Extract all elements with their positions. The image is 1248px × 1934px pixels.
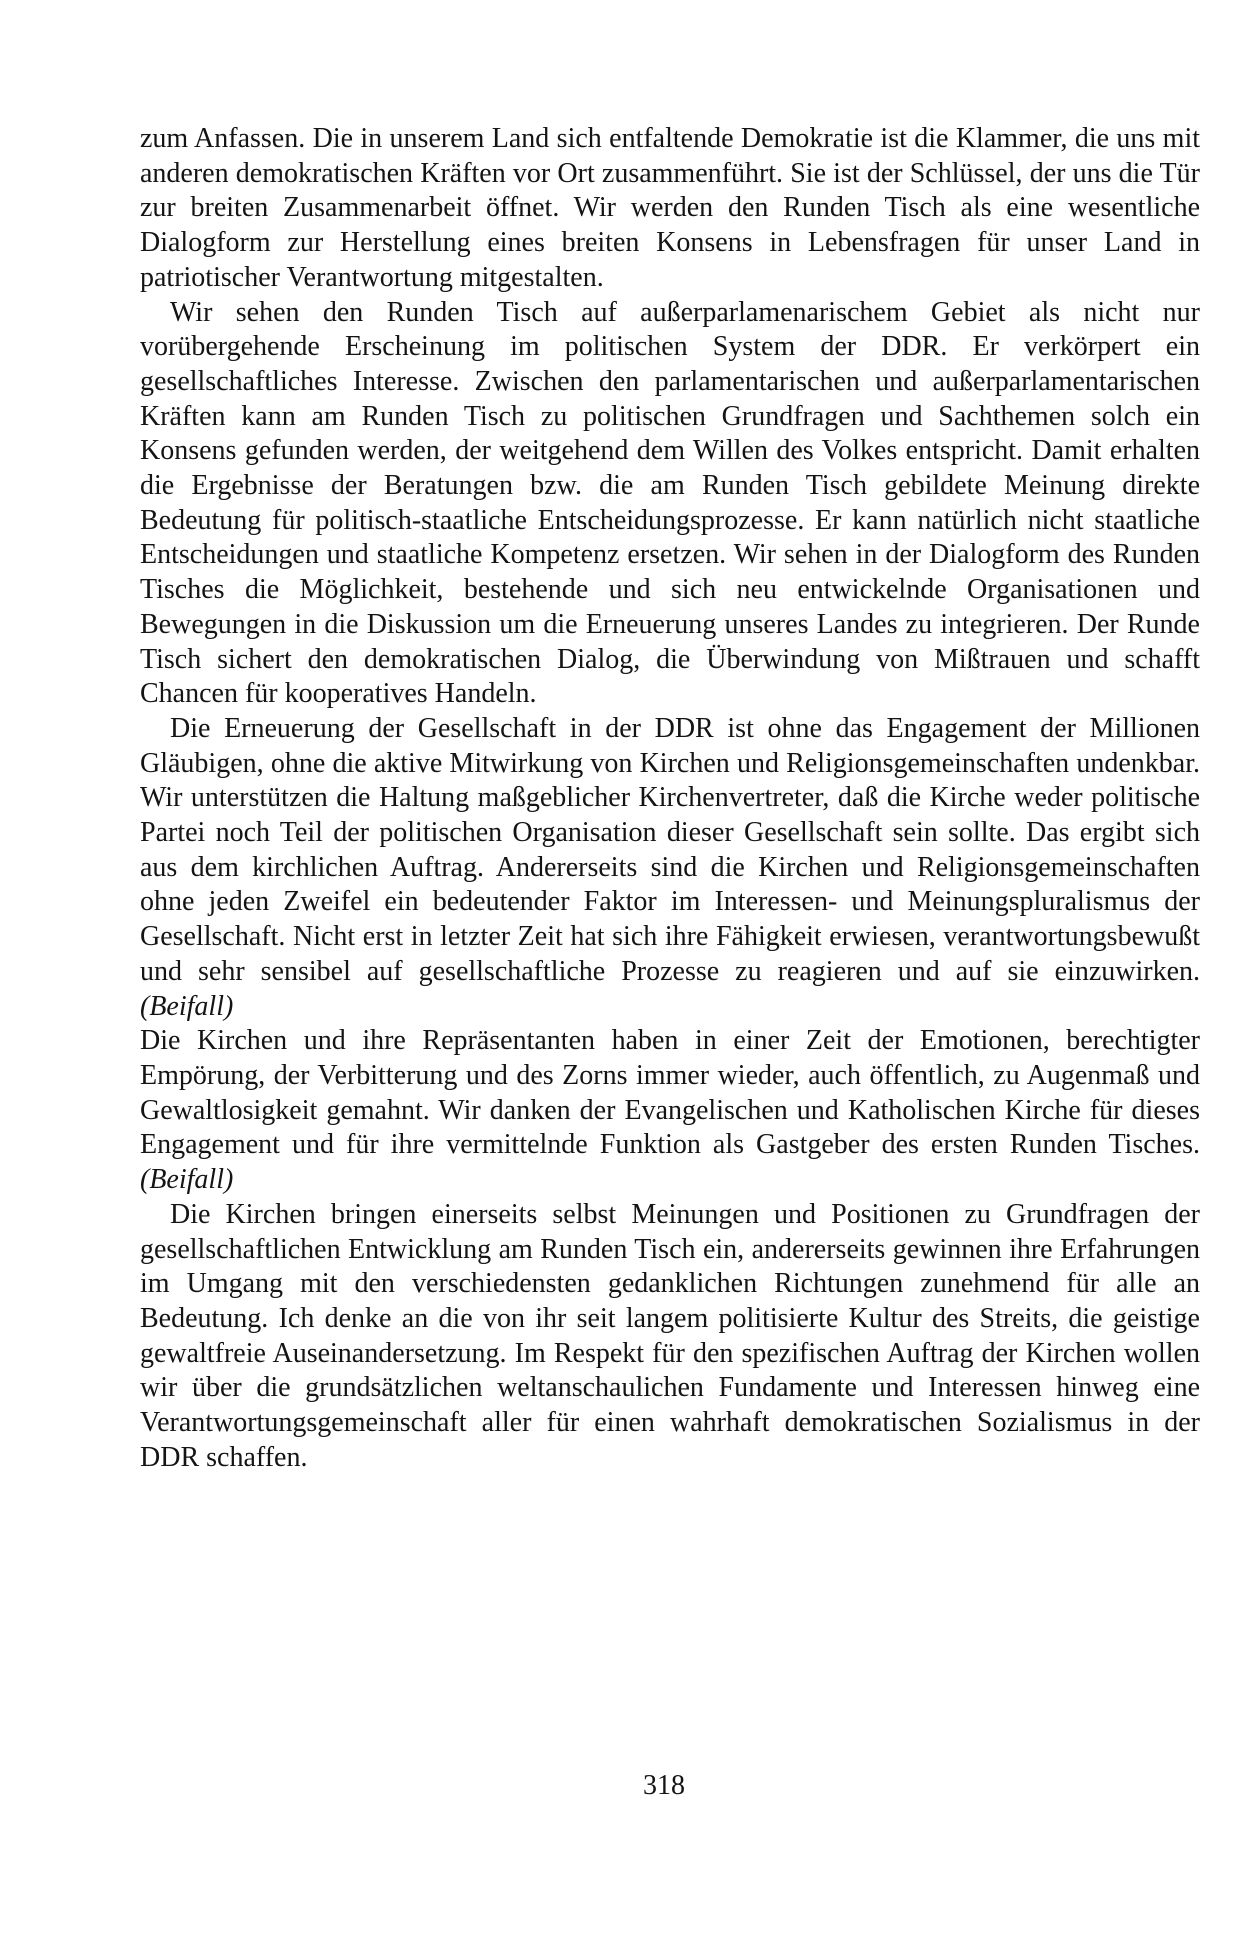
applause-note: (Beifall) (140, 1164, 234, 1196)
paragraph-text: zum Anfassen. Die in unserem Land sich entfaltende Demokratie ist die Klammer, die uns mit anderen demokratischen Kräften vor Ort zusammenführt. Sie ist der Schlüssel, der uns die Tür zur breiten Zusammenarbeit öffnet. Wir werden den Runden Tisch als eine wesentliche Dialogform zur Herstellung eines breiten Konsens in Lebensfragen für unser Land in patriotischer Verantwortung mitgestalten. (140, 123, 1200, 293)
paragraph-text: Die Erneuerung der Gesellschaft in der DDR ist ohne das Engagement der Millionen Gläubigen, ohne die aktive Mitwirkung von Kirchen und Religionsgemeinschaften undenkbar. Wir unterstützen die Haltung maßgeblicher Kirchenvertreter, daß die Kirche weder politische Partei noch Teil der politischen Organisation dieser Gesellschaft sein sollte. Das ergibt sich aus dem kirchlichen Auftrag. Andererseits sind die Kirchen und Religionsgemeinschaften ohne jeden Zweifel ein bedeutender Faktor im Interessen- und Meinungspluralismus der Gesellschaft. Nicht erst in letzter Zeit hat sich ihre Fähigkeit erwiesen, verantwortungsbewußt und sehr sensibel auf gesellschaftliche Prozesse zu reagieren und auf sie einzuwirken. (140, 712, 1200, 987)
body-text (140, 122, 1200, 1475)
paragraph-5 (140, 1198, 1200, 1476)
paragraph-text: Wir sehen den Runden Tisch auf außerparlamenarischem Gebiet als nicht nur vorübergehende Erscheinung im politischen System der DDR. Er verkörpert ein gesellschaftliches Interesse. Zwischen den parlamentarischen und außerparlamentarischen Kräften kann am Runden Tisch zu politischen Grundfragen und Sachthemen solch ein Konsens gefunden werden, der weitgehend dem Willen des Volkes entspricht. Damit erhalten die Ergebnisse der Beratungen bzw. die am Runden Tisch gebildete Meinung direkte Bedeutung für politisch-staatliche Entscheidungsprozesse. Er kann natürlich nicht staatliche Entscheidungen und staatliche Kompetenz ersetzen. Wir sehen in der Dialogform des Runden Tisches die Möglichkeit, bestehende und sich neu entwickelnde Organisationen und Bewegungen in die Diskussion um die Erneuerung unseres Landes zu integrieren. Der Runde Tisch sichert den demokratischen Dialog, die Überwindung von Mißtrauen und schafft Chancen für kooperatives Handeln. (140, 296, 1200, 710)
paragraph-2 (140, 296, 1200, 712)
applause-note: (Beifall) (140, 990, 234, 1022)
paragraph-text: Die Kirchen bringen einerseits selbst Meinungen und Positionen zu Grundfragen der gesellschaftlichen Entwicklung am Runden Tisch ein, andererseits gewinnen ihre Erfahrungen im Umgang mit den verschiedensten gedanklichen Richtungen zunehmend für alle an Bedeutung. Ich denke an die von ihr seit langem politisierte Kultur des Streits, die geistige gewaltfreie Auseinandersetzung. Im Respekt für den spezifischen Auftrag der Kirchen wollen wir über die grundsätzlichen weltanschaulichen Fundamente und Interessen hinweg eine Verantwortungsgemeinschaft aller für einen wahrhaft demokratischen Sozialismus in der DDR schaffen. (140, 1198, 1200, 1473)
paragraph-4 (140, 1024, 1200, 1198)
paragraph-text: Die Kirchen und ihre Repräsentanten haben in einer Zeit der Emotionen, berechtigter Empörung, der Verbitterung und des Zorns immer wieder, auch öffentlich, zu Augenmaß und Gewaltlosigkeit gemahnt. Wir danken der Evangelischen und Katholischen Kirche für dieses Engagement und für ihre vermittelnde Funktion als Gastgeber des ersten Runden Tisches. (140, 1025, 1200, 1161)
page-number: 318 (643, 1770, 685, 1801)
paragraph-3 (140, 712, 1200, 1024)
paragraph-1 (140, 122, 1200, 296)
